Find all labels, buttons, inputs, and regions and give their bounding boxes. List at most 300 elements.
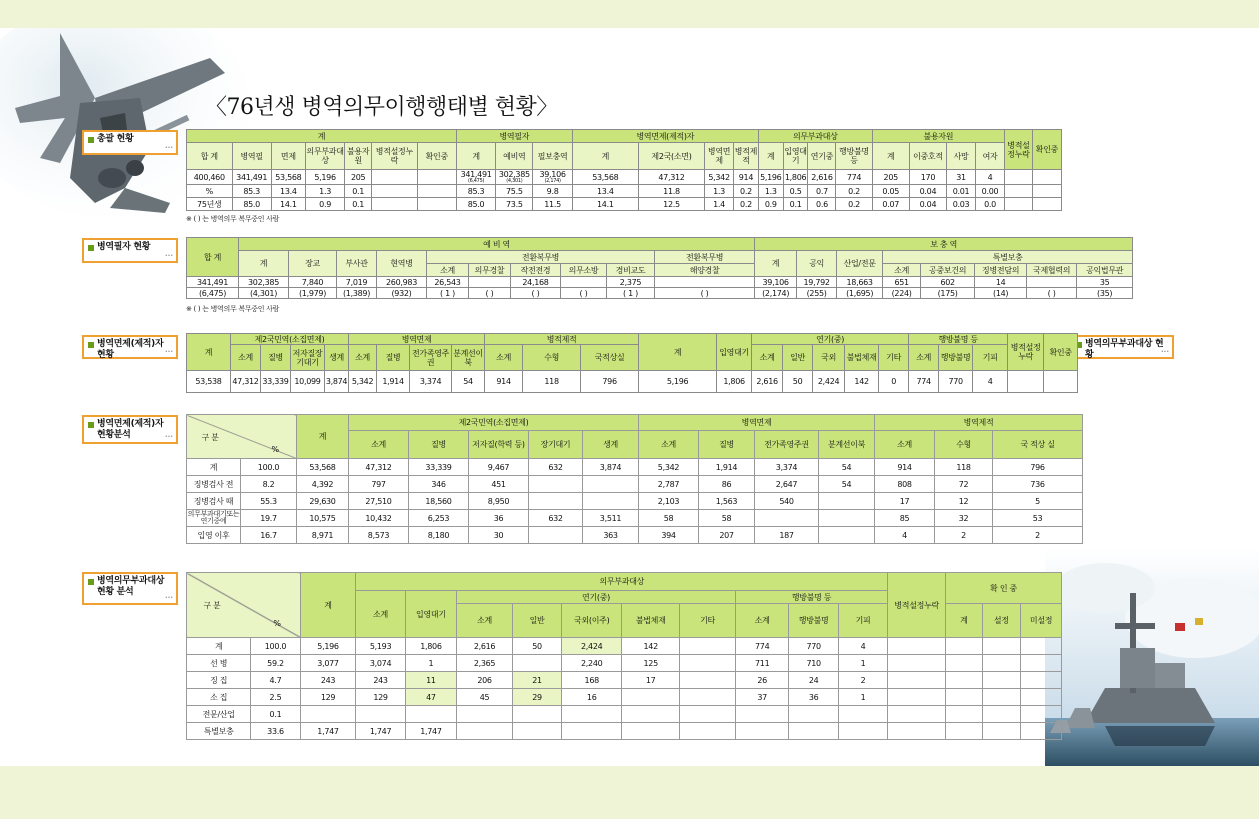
header-cell: 소계 xyxy=(735,604,789,638)
cell xyxy=(583,493,639,510)
cell: 2,616 xyxy=(457,638,513,655)
section-label-text: 병역면제(제적)자 xyxy=(97,419,164,429)
cell: 451 xyxy=(469,476,529,493)
cell xyxy=(946,638,982,655)
header-cell: 질병 xyxy=(409,431,469,459)
cell: 0.04 xyxy=(909,198,946,211)
cell: 55.3 xyxy=(241,493,297,510)
header-cell: 계 xyxy=(456,143,495,170)
cell: 85.0 xyxy=(456,198,495,211)
header-cell: 불용자원 xyxy=(345,143,372,170)
cell: 205 xyxy=(345,170,372,185)
cell xyxy=(888,672,946,689)
cell: 1,806 xyxy=(783,170,808,185)
cell: 5,342 xyxy=(705,170,734,185)
cell xyxy=(819,527,875,544)
header-cell: 소계 xyxy=(349,431,409,459)
cell: 85 xyxy=(875,510,935,527)
header-cell: 소계 xyxy=(485,345,523,371)
header-cell: 계 xyxy=(572,143,638,170)
header-cell: 면제 xyxy=(271,143,305,170)
header-cell: 병역면제(제적)자 xyxy=(572,130,758,143)
cell: 17 xyxy=(875,493,935,510)
header-cell: 병역필 xyxy=(232,143,271,170)
cell: 59.2 xyxy=(251,655,300,672)
cell: 24,168 xyxy=(511,277,561,288)
cell xyxy=(680,706,736,723)
header-cell: 병적제적 xyxy=(734,143,759,170)
cell: 4 xyxy=(973,371,1008,393)
header-cell: 생계 xyxy=(583,431,639,459)
bottom-band xyxy=(0,766,1259,819)
exempt-analysis-table xyxy=(186,414,1083,544)
cell xyxy=(946,689,982,706)
cell: 10,432 xyxy=(349,510,409,527)
table-row xyxy=(187,170,1062,185)
table-row xyxy=(187,185,1062,198)
cell xyxy=(372,185,418,198)
cell xyxy=(838,706,887,723)
header-cell: 행방불명 등 xyxy=(836,143,872,170)
cell: 540 xyxy=(755,493,819,510)
header-cell: 연기중 xyxy=(808,143,836,170)
cell-sub: (6,475) xyxy=(467,178,485,184)
header-cell: 제2국(소면) xyxy=(638,143,704,170)
cell: 129 xyxy=(356,689,405,706)
cell: 651 xyxy=(883,277,921,288)
cell: 0.05 xyxy=(872,185,909,198)
header-cell: 병역면제 xyxy=(349,334,485,345)
header-cell: 합 계 xyxy=(187,238,239,277)
warship-illustration xyxy=(1045,548,1259,766)
table-row xyxy=(187,706,1062,723)
cell xyxy=(680,672,736,689)
header-cell: 일반 xyxy=(512,604,561,638)
cell: 5,196 xyxy=(639,371,717,393)
header-cell: 의무부과대상 xyxy=(305,143,344,170)
header-cell: 계 xyxy=(297,415,349,459)
cell: 808 xyxy=(875,476,935,493)
header-cell: 현역병 xyxy=(377,251,427,277)
cell xyxy=(655,277,755,288)
header-cell: 징병전담의 xyxy=(975,264,1027,277)
cell: 1.3 xyxy=(758,185,783,198)
cell xyxy=(405,706,456,723)
header-cell: 소계 xyxy=(356,591,405,638)
header-cell: 저자질(학력 등) xyxy=(469,431,529,459)
row-header: 계 xyxy=(187,459,241,476)
cell: 8,180 xyxy=(409,527,469,544)
cell: 710 xyxy=(789,655,838,672)
cell xyxy=(372,170,418,185)
cell xyxy=(562,706,622,723)
cell xyxy=(561,277,607,288)
cell: 0.6 xyxy=(808,198,836,211)
header-cell: 의무부과대상 xyxy=(356,573,888,591)
cell xyxy=(888,723,946,740)
cell: 100.0 xyxy=(241,459,297,476)
cell: 13.4 xyxy=(271,185,305,198)
cell xyxy=(1032,170,1061,185)
section-label-text: 병역의무부과대상 xyxy=(97,576,165,586)
header-cell: 확인중 xyxy=(1032,130,1061,170)
header-cell: 입영대기 xyxy=(405,591,456,638)
cell: 12 xyxy=(935,493,993,510)
header-cell: 병적제적 xyxy=(485,334,639,345)
table-row xyxy=(187,638,1062,655)
header-cell: 계 xyxy=(946,604,982,638)
cell: 11.5 xyxy=(533,198,572,211)
cell: 9.8 xyxy=(533,185,572,198)
header-cell: 병적설정누락 xyxy=(1004,130,1032,170)
header-cell: 의무부과대상 xyxy=(758,130,872,143)
header-cell: 병역면제 xyxy=(705,143,734,170)
cell xyxy=(417,170,456,185)
cell: 8,573 xyxy=(349,527,409,544)
cell: 2,240 xyxy=(562,655,622,672)
cell: (14) xyxy=(975,288,1027,299)
completed-table xyxy=(186,237,1133,299)
cell: 2,424 xyxy=(813,371,845,393)
cell: 5,193 xyxy=(356,638,405,655)
cell: 2.5 xyxy=(251,689,300,706)
cell: 35 xyxy=(1077,277,1133,288)
table-row xyxy=(187,689,1062,706)
table-row xyxy=(187,655,1062,672)
header-cell: 소계 xyxy=(231,345,261,371)
cell xyxy=(735,706,789,723)
header-cell: 의무소방 xyxy=(561,264,607,277)
cell: 9,467 xyxy=(469,459,529,476)
section-label-text: 현황 분석 xyxy=(97,587,134,597)
table-row xyxy=(187,277,1133,288)
cell: 29 xyxy=(512,689,561,706)
cell: 3,374 xyxy=(755,459,819,476)
cell xyxy=(1032,185,1061,198)
header-cell: 계 xyxy=(239,251,289,277)
header-cell: 연기(중) xyxy=(457,591,736,604)
cell: 914 xyxy=(875,459,935,476)
cell xyxy=(622,723,680,740)
cell: 8.2 xyxy=(241,476,297,493)
header-cell: 분계선이북 xyxy=(452,345,485,371)
cell xyxy=(982,638,1021,655)
cell xyxy=(1027,277,1077,288)
header-cell: 기피 xyxy=(973,345,1008,371)
cell: 33.6 xyxy=(251,723,300,740)
cell xyxy=(819,493,875,510)
cell xyxy=(680,689,736,706)
header-cell: 공익법무관 xyxy=(1077,264,1133,277)
cell: 914 xyxy=(734,170,759,185)
cell: 0.2 xyxy=(734,198,759,211)
cell xyxy=(622,689,680,706)
cell xyxy=(735,723,789,740)
section-label-exempt xyxy=(82,335,178,359)
cell xyxy=(680,638,736,655)
cell-value: 39,106 xyxy=(539,170,566,179)
cell: (175) xyxy=(921,288,975,299)
row-header: 특별보충 xyxy=(187,723,251,740)
cell: 797 xyxy=(349,476,409,493)
cell: 0.1 xyxy=(783,198,808,211)
cell xyxy=(888,706,946,723)
row-header: 소 집 xyxy=(187,689,251,706)
row-header: 징병검사 때 xyxy=(187,493,241,510)
cell: 4,392 xyxy=(297,476,349,493)
cell: 2,375 xyxy=(607,277,655,288)
cell: 5,342 xyxy=(349,371,377,393)
section-label-text: 총괄 현황 xyxy=(97,134,134,144)
cell: 0.1 xyxy=(345,198,372,211)
row-header: 징 집 xyxy=(187,672,251,689)
cell-value: 302,385 xyxy=(498,170,530,179)
cell: 1.4 xyxy=(705,198,734,211)
cell: 1,747 xyxy=(405,723,456,740)
cell: 774 xyxy=(909,371,939,393)
header-cell: 입영대기 xyxy=(783,143,808,170)
cell: 2 xyxy=(935,527,993,544)
cell xyxy=(982,655,1021,672)
cell: 1,563 xyxy=(699,493,755,510)
row-header: 계 xyxy=(187,638,251,655)
cell: 0.03 xyxy=(947,198,976,211)
cell: (4,301) xyxy=(239,288,289,299)
header-cell: 여자 xyxy=(976,143,1005,170)
cell: 54 xyxy=(819,476,875,493)
header-cell: 병적설정누락 xyxy=(888,573,946,638)
cell: 0.7 xyxy=(808,185,836,198)
cell: 5,196 xyxy=(300,638,356,655)
cell: 0.0 xyxy=(976,198,1005,211)
header-cell: 질병 xyxy=(261,345,291,371)
cell xyxy=(1021,706,1062,723)
header-cell: 국 적상 실 xyxy=(993,431,1083,459)
header-cell: 공익 xyxy=(797,251,837,277)
cell xyxy=(946,672,982,689)
cell: 129 xyxy=(300,689,356,706)
cell: 346 xyxy=(409,476,469,493)
section-label-text: 병역필자 현황 xyxy=(97,242,151,252)
header-cell: 국제협력의 xyxy=(1027,264,1077,277)
cell: 86 xyxy=(699,476,755,493)
cell: 45 xyxy=(457,689,513,706)
header-cell: 수형 xyxy=(935,431,993,459)
table-row xyxy=(187,476,1083,493)
cell xyxy=(1004,185,1032,198)
header-cell: 불법체재 xyxy=(622,604,680,638)
top-band xyxy=(0,0,1259,28)
cell: 53 xyxy=(993,510,1083,527)
cell: 243 xyxy=(356,672,405,689)
header-cell-label: % xyxy=(271,444,279,454)
cell xyxy=(680,723,736,740)
cell: 3,511 xyxy=(583,510,639,527)
table-row xyxy=(187,723,1062,740)
cell: 75년생 xyxy=(187,198,233,211)
header-cell: 질병 xyxy=(699,431,755,459)
cell: 118 xyxy=(935,459,993,476)
cell: 1,747 xyxy=(300,723,356,740)
header-cell: 소계 xyxy=(909,345,939,371)
cell: ( 1 ) xyxy=(427,288,469,299)
cell: 16.7 xyxy=(241,527,297,544)
cell: 1 xyxy=(405,655,456,672)
table-row xyxy=(187,198,1062,211)
cell xyxy=(512,706,561,723)
cell: 142 xyxy=(622,638,680,655)
cell xyxy=(1021,723,1062,740)
cell: 0.00 xyxy=(976,185,1005,198)
header-cell: 전가족영주권 xyxy=(755,431,819,459)
cell: (2,174) xyxy=(755,288,797,299)
cell: 774 xyxy=(836,170,872,185)
header-cell: 행방불명 등 xyxy=(909,334,1008,345)
cell: 14 xyxy=(975,277,1027,288)
cell xyxy=(982,672,1021,689)
cell: 394 xyxy=(639,527,699,544)
cell: ( ) xyxy=(1027,288,1077,299)
header-cell: 해양경찰 xyxy=(655,264,755,277)
cell: 0.01 xyxy=(947,185,976,198)
cell: 1 xyxy=(838,655,887,672)
header-cell: 계 xyxy=(187,334,231,371)
header-cell: 장교 xyxy=(289,251,337,277)
cell xyxy=(680,655,736,672)
cell: (1,389) xyxy=(337,288,377,299)
cell: 4.7 xyxy=(251,672,300,689)
cell xyxy=(755,510,819,527)
exempt-table xyxy=(186,333,1078,393)
cell xyxy=(457,723,513,740)
cell: 774 xyxy=(735,638,789,655)
row-header: 입영 이후 xyxy=(187,527,241,544)
cell: % xyxy=(187,185,233,198)
header-cell: 입영대기 xyxy=(717,334,752,371)
cell: 10,575 xyxy=(297,510,349,527)
cell: 29,630 xyxy=(297,493,349,510)
cell: 302,385 xyxy=(239,277,289,288)
cell: 1,914 xyxy=(699,459,755,476)
cell: 711 xyxy=(735,655,789,672)
cell: 736 xyxy=(993,476,1083,493)
cell: 18,663 xyxy=(837,277,883,288)
cell: 6,253 xyxy=(409,510,469,527)
cell: (35) xyxy=(1077,288,1133,299)
cell xyxy=(1004,170,1032,185)
header-cell: 수형 xyxy=(523,345,581,371)
cell: 341,491 xyxy=(232,170,271,185)
cell: 1 xyxy=(838,689,887,706)
cell-value: 341,491 xyxy=(460,170,492,179)
cell xyxy=(529,476,583,493)
footnote: ※ ( ) 는 병역의무 복무중인 사람 xyxy=(186,305,280,313)
section-label-obligation xyxy=(1070,335,1174,359)
cell: 2,787 xyxy=(639,476,699,493)
cell: 205 xyxy=(872,170,909,185)
header-cell: 일반 xyxy=(783,345,813,371)
cell: 3,874 xyxy=(583,459,639,476)
cell: 11.8 xyxy=(638,185,704,198)
header-cell: 불용자원 xyxy=(872,130,1004,143)
cell: 0.5 xyxy=(783,185,808,198)
cell: 17 xyxy=(622,672,680,689)
cell: (224) xyxy=(883,288,921,299)
cell: 53,568 xyxy=(297,459,349,476)
header-cell-label: % xyxy=(273,619,281,628)
cell: 85.0 xyxy=(232,198,271,211)
header-cell: 불법체재 xyxy=(845,345,879,371)
cell: 33,339 xyxy=(409,459,469,476)
header-cell: 병역제적 xyxy=(875,415,1083,431)
header-cell: 의무경찰 xyxy=(469,264,511,277)
cell: 73.5 xyxy=(496,198,533,211)
cell: 8,971 xyxy=(297,527,349,544)
header-cell: 계 xyxy=(300,573,356,638)
cell: 19,792 xyxy=(797,277,837,288)
table-row xyxy=(187,371,1078,393)
cell: (1,695) xyxy=(837,288,883,299)
cell xyxy=(529,527,583,544)
cell: 100.0 xyxy=(251,638,300,655)
header-cell: 행방불명 xyxy=(789,604,838,638)
header-cell: 확인중 xyxy=(417,143,456,170)
header-cell: 소계 xyxy=(457,604,513,638)
header-cell: 확 인 중 xyxy=(946,573,1062,604)
header-cell: 계 xyxy=(187,130,457,143)
cell: 207 xyxy=(699,527,755,544)
header-cell: 예비역 xyxy=(496,143,533,170)
header-cell: 합 계 xyxy=(187,143,233,170)
header-cell: 저자질장기대기 xyxy=(291,345,325,371)
cell: 58 xyxy=(639,510,699,527)
cell xyxy=(496,170,533,185)
cell xyxy=(529,493,583,510)
header-cell: 설정 xyxy=(982,604,1021,638)
cell: 85.3 xyxy=(456,185,495,198)
page-title: 〈76년생 병역의무이행행태별 현황〉 xyxy=(205,95,558,120)
header-cell: 소계 xyxy=(752,345,783,371)
cell xyxy=(372,198,418,211)
header-cell: 작전전경 xyxy=(511,264,561,277)
cell xyxy=(356,706,405,723)
cell: 796 xyxy=(993,459,1083,476)
cell xyxy=(457,706,513,723)
cell: 0.04 xyxy=(909,185,946,198)
cell: 58 xyxy=(699,510,755,527)
cell xyxy=(982,706,1021,723)
header-cell: 연기(중) xyxy=(752,334,909,345)
cell: 26,543 xyxy=(427,277,469,288)
header-cell-label: 구 분 xyxy=(201,432,219,442)
section-label-exempt-analysis xyxy=(82,415,178,444)
cell: 187 xyxy=(755,527,819,544)
cell: 914 xyxy=(485,371,523,393)
cell: 5,196 xyxy=(305,170,344,185)
cell: 2 xyxy=(993,527,1083,544)
cell: 3,074 xyxy=(356,655,405,672)
cell: 170 xyxy=(909,170,946,185)
cell: 50 xyxy=(783,371,813,393)
cell: 0.9 xyxy=(758,198,783,211)
row-header: 의무부과대기또는 연기중에 xyxy=(187,510,240,525)
table-row xyxy=(187,493,1083,510)
cell: 400,460 xyxy=(187,170,233,185)
cell: 47,312 xyxy=(231,371,261,393)
cell: 33,339 xyxy=(261,371,291,393)
cell: ( ) xyxy=(655,288,755,299)
cell: 36 xyxy=(469,510,529,527)
